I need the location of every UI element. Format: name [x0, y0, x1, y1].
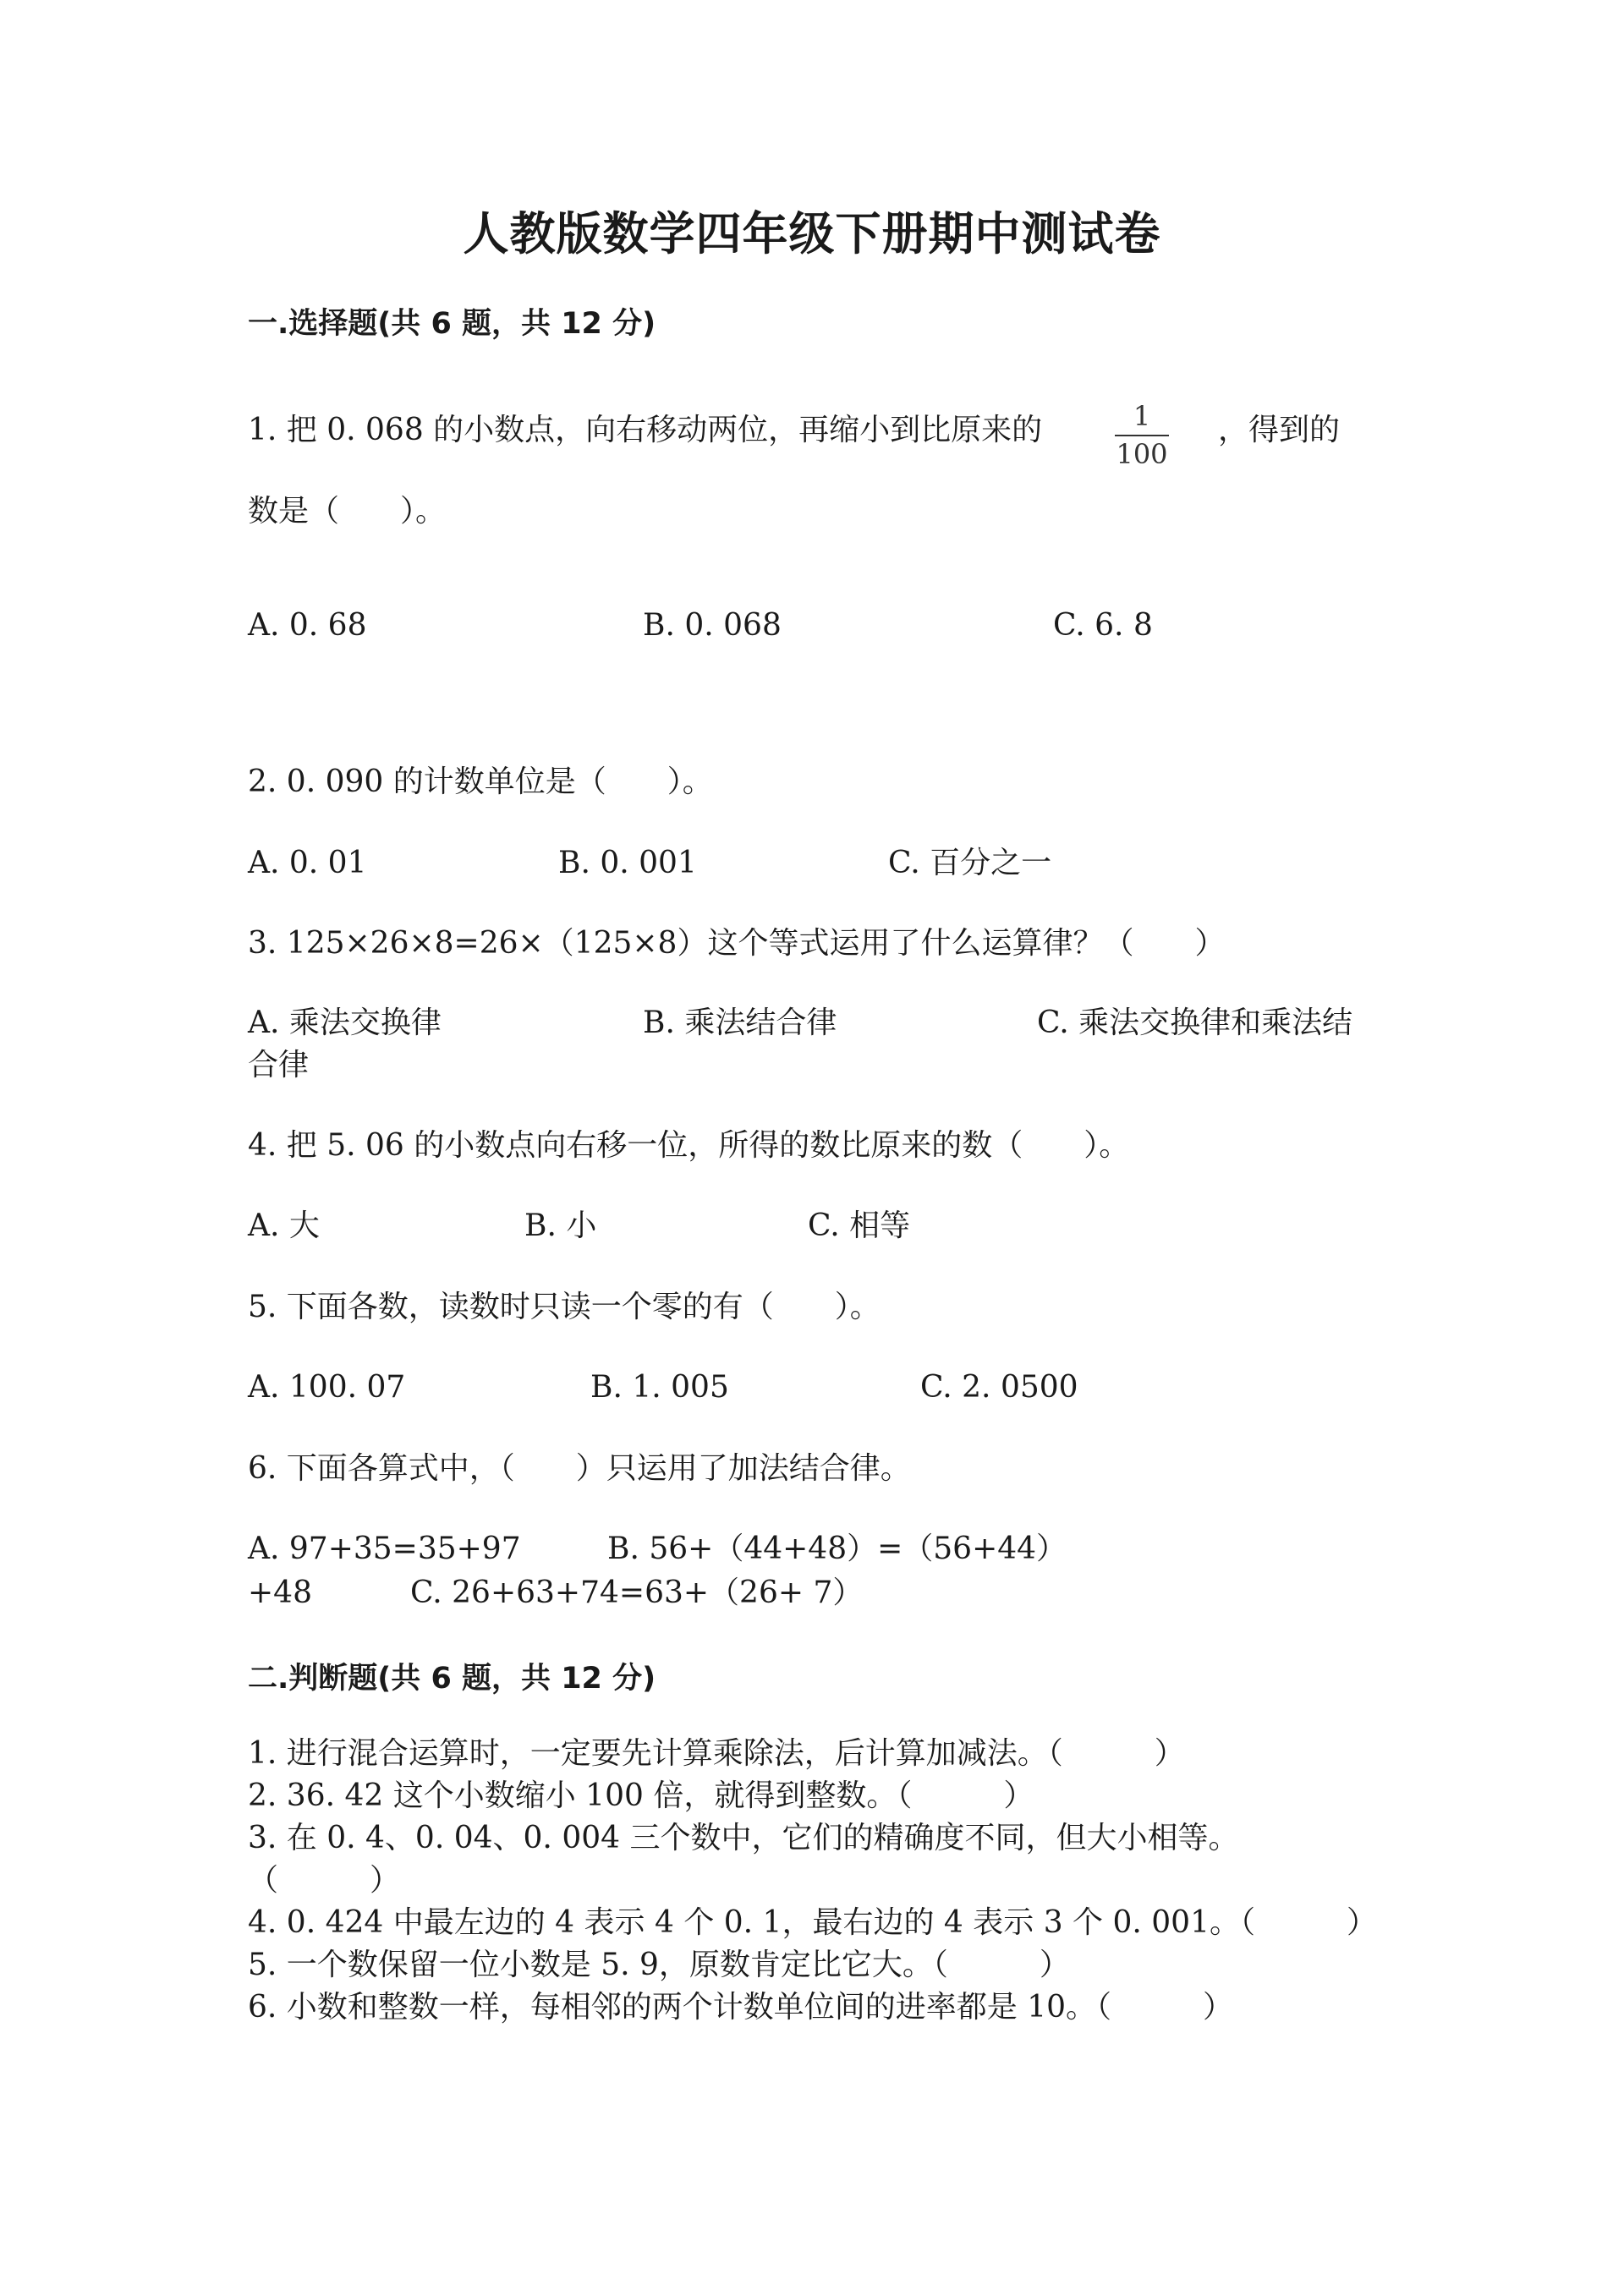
question-1-option-c: C. 6. 8 [1053, 608, 1153, 643]
question-2-option-c: C. 百分之一 [888, 846, 1052, 880]
judge-item-5: 5. 一个数保留一位小数是 5. 9，原数肯定比它大。（ ） [248, 1948, 1070, 1982]
fraction-one-hundredth [1115, 402, 1169, 469]
question-1-option-b: B. 0. 068 [643, 608, 782, 643]
question-1-text: 1. 把 0. 068 的小数点，向右移动两位，再缩小到比原来的 [248, 413, 1043, 447]
question-1-option-a: A. 0. 68 [248, 608, 367, 643]
fraction-numerator: 1 [1133, 400, 1151, 432]
question-6-option-b-wrap: +48 [248, 1575, 312, 1610]
question-6-option-a: A. 97+35=35+97 [248, 1532, 521, 1566]
question-3-option-b: B. 乘法结合律 [643, 1006, 837, 1040]
question-5-text: 5. 下面各数，读数时只读一个零的有（ ）。 [248, 1290, 881, 1324]
question-2-text: 2. 0. 090 的计数单位是（ ）。 [248, 764, 713, 799]
judge-item-2: 2. 36. 42 这个小数缩小 100 倍，就得到整数。（ ） [248, 1778, 1034, 1813]
question-1-text-tail: ，得到的 [1218, 413, 1341, 447]
question-3-option-a: A. 乘法交换律 [248, 1006, 442, 1040]
question-3-option-c-wrap: 合律 [248, 1048, 310, 1082]
question-3-option-c: C. 乘法交换律和乘法结 [1037, 1006, 1353, 1040]
question-4-option-a: A. 大 [248, 1208, 320, 1243]
question-5-option-b: B. 1. 005 [590, 1370, 729, 1405]
judge-item-6: 6. 小数和整数一样，每相邻的两个计数单位间的进率都是 10。（ ） [248, 1990, 1234, 2025]
question-1-text-wrap: 数是（ ）。 [248, 494, 447, 529]
question-2-option-b: B. 0. 001 [558, 846, 697, 880]
question-2-option-a: A. 0. 01 [248, 846, 367, 880]
fraction-denominator: 100 [1116, 438, 1168, 471]
question-5-option-a: A. 100. 07 [248, 1370, 406, 1405]
judge-item-3: 3. 在 0. 4、0. 04、0. 004 三个数中，它们的精确度不同，但大小相等。 [248, 1821, 1239, 1855]
question-4-text: 4. 把 5. 06 的小数点向右移一位，所得的数比原来的数（ ）。 [248, 1128, 1130, 1163]
question-5-option-c: C. 2. 0500 [920, 1370, 1078, 1405]
question-3-text: 3. 125×26×8=26×（125×8）这个等式运用了什么运算律？（ ） [248, 926, 1226, 961]
question-6-option-b: B. 56+（44+48）=（56+44） [607, 1532, 1067, 1566]
question-6-text: 6. 下面各算式中，（ ）只运用了加法结合律。 [248, 1451, 911, 1486]
section-heading-judge: 二.判断题(共 6 题，共 12 分) [248, 1662, 656, 1696]
judge-item-3-wrap: （ ） [248, 1863, 401, 1898]
page-title: 人教版数学四年级下册期中测试卷 [463, 207, 1161, 260]
judge-item-1: 1. 进行混合运算时，一定要先计算乘除法，后计算加减法。（ ） [248, 1736, 1185, 1771]
question-4-option-c: C. 相等 [808, 1208, 911, 1243]
question-4-option-b: B. 小 [524, 1208, 597, 1243]
fraction-bar [1115, 435, 1169, 436]
question-6-option-c: C. 26+63+74=63+（26+ 7） [410, 1575, 864, 1610]
section-heading-choice: 一.选择题(共 6 题，共 12 分) [248, 307, 656, 341]
judge-item-4: 4. 0. 424 中最左边的 4 表示 4 个 0. 1，最右边的 4 表示 3 个 0. 001。（ ） [248, 1905, 1377, 1940]
